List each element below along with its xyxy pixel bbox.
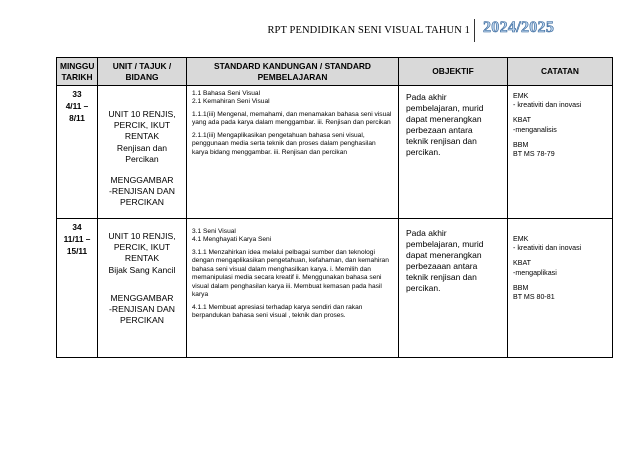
- table-header-row: [57, 58, 613, 86]
- objective-cell: [399, 86, 508, 219]
- column-header-week-date: MINGGU TARIKH: [57, 58, 98, 86]
- notes-cell: [508, 219, 613, 358]
- unit-subtopic: Renjisan dan Percikan: [116, 142, 168, 164]
- objective-text: Pada akhir pembelajaran, murid dapat menerangkan perbezaan antara teknik renjisan dan percikan.: [406, 92, 484, 158]
- standard-heading: 1.1 Bahasa Seni Visual 2.1 Kemahiran Seni Visual: [192, 90, 270, 106]
- page-header: [0, 18, 638, 44]
- column-header-content-standard: STANDARD KANDUNGAN / STANDARD PEMBELAJARAN: [187, 58, 399, 86]
- objective-text: Pada akhir pembelajaran, murid dapat menerangkan perbezaaan antara teknik renjisan dan percikan.: [406, 228, 484, 294]
- week-cell: [57, 219, 98, 358]
- week-number: 34: [72, 222, 82, 232]
- column-header-notes: CATATAN: [508, 58, 613, 86]
- header-divider: [474, 19, 475, 42]
- unit-cell: [98, 219, 187, 358]
- notes-kbat: KBAT -mengaplikasi: [513, 259, 557, 277]
- learning-standard: 4.1.1 Membuat apresiasi terhadap karya sendiri dan rakan berpandukan bahasa seni visual , teknik dan proses.: [192, 303, 363, 319]
- unit-title: UNIT 10 RENJIS, PERCIK, IKUT RENTAK: [108, 231, 176, 264]
- notes-bbm: BBM BT MS 78-79: [513, 140, 555, 159]
- unit-field: MENGGAMBAR -RENJISAN DAN PERCIKAN: [109, 292, 175, 326]
- unit-field: MENGGAMBAR -RENJISAN DAN PERCIKAN: [109, 174, 175, 208]
- column-header-unit-topic: UNIT / TAJUK / BIDANG: [98, 58, 187, 86]
- notes-bbm: BBM BT MS 80-81: [513, 283, 555, 302]
- notes-emk: EMK - kreativiti dan inovasi: [513, 235, 582, 253]
- notes-cell: [508, 86, 613, 219]
- unit-title: UNIT 10 RENJIS, PERCIK, IKUT RENTAK: [108, 109, 176, 142]
- notes-emk: EMK - kreativiti dan inovasi: [513, 92, 582, 110]
- week-date: 4/11 – 8/11: [65, 101, 89, 124]
- table-row: [57, 219, 613, 358]
- learning-standard: 2.1.1(iii) Mengaplikasikan pengetahuan bahasa seni visual, penggunaan media serta teknik dan proses dalam penghasilan karya bidang menggambar. iii. Renjisan dan percikan: [192, 131, 376, 156]
- standard-heading: 3.1 Seni Visual 4.1 Menghayati Karya Seni: [192, 228, 272, 244]
- unit-cell: [98, 86, 187, 219]
- column-header-objective: OBJEKTIF: [399, 58, 508, 86]
- notes-kbat: KBAT -menganalisis: [513, 116, 557, 134]
- unit-subtopic: Bijak Sang Kancil: [108, 264, 176, 275]
- learning-standard: 3.1.1 Menzahirkan idea melalui pelbagai sumber dan teknologi dengan mengaplikasikan pengetahuan, kefahaman, dan kemahiran bahasa seni visual dalam menghasilkan karya. i. Memilih dan memanipulasi media secara kreatif ii. Menggunakan bahasa seni visual dalam penghasilan karya iii. Membuat kemasan pada hasil karya: [192, 248, 389, 299]
- standard-cell: [187, 86, 399, 219]
- document-title: RPT PENDIDIKAN SENI VISUAL TAHUN 1: [267, 25, 470, 36]
- week-cell: [57, 86, 98, 219]
- week-date: 11/11 – 15/11: [63, 234, 91, 257]
- lesson-plan-table: [56, 57, 613, 358]
- standard-cell: [187, 219, 399, 358]
- school-year: 2024/2025: [483, 19, 555, 36]
- learning-standard: 1.1.1(iii) Mengenal, memahami, dan menamakan bahasa seni visual yang ada pada karya dalam menggambar. iii. Renjisan dan percikan: [192, 110, 392, 127]
- table-row: [57, 86, 613, 219]
- objective-cell: [399, 219, 508, 358]
- week-number: 33: [72, 89, 82, 99]
